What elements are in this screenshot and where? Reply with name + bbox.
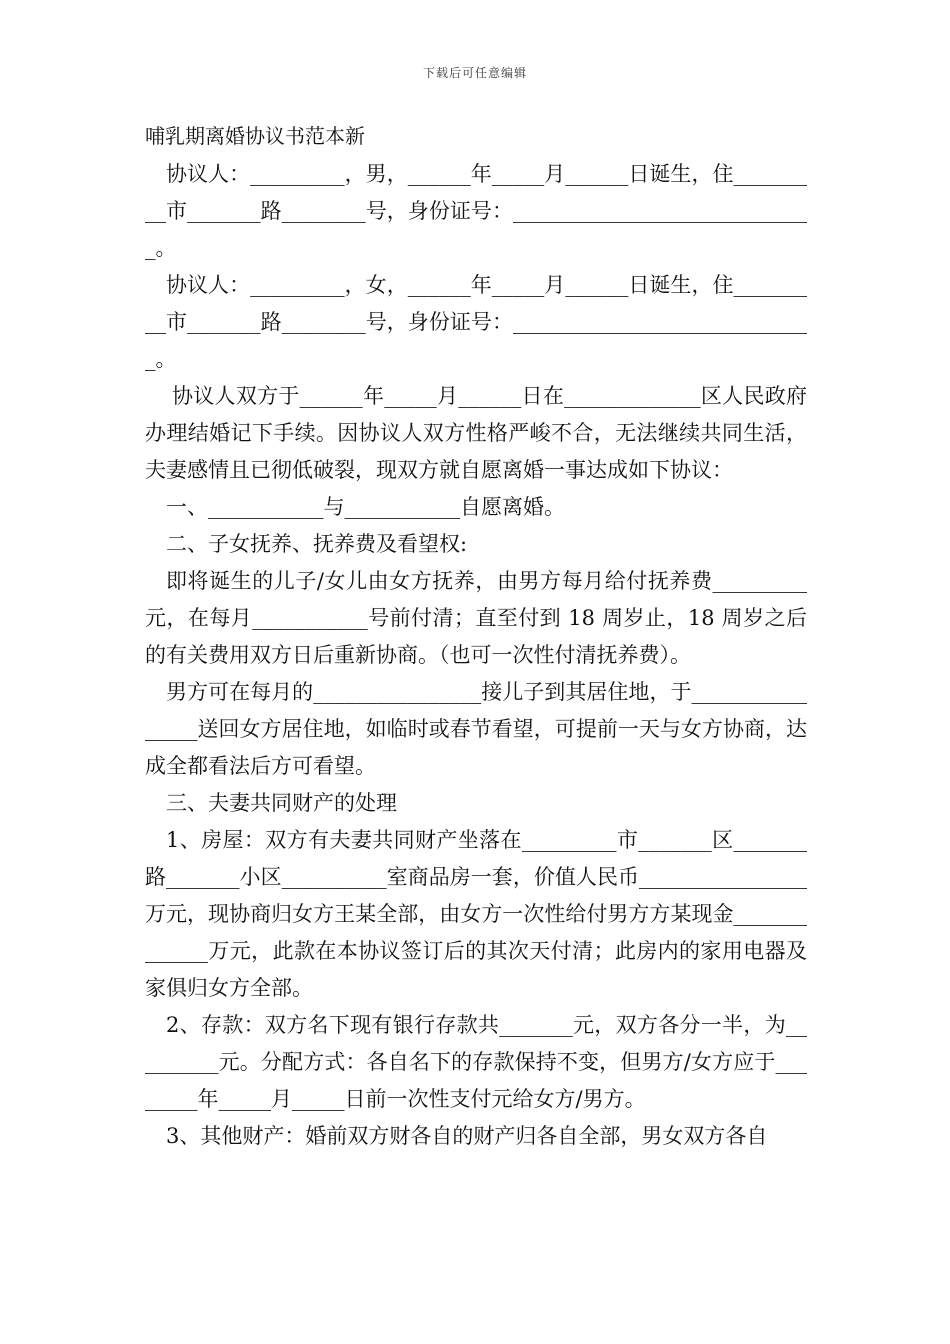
clause-1-divorce: 一、___________与___________自愿离婚。 (166, 495, 565, 519)
party-male-paragraph: 协议人：_________，男，______年_____月______日诞生，住_________市_______路________号，身份证号：_____________________________。 (145, 162, 807, 260)
visitation-paragraph: 男方可在每月的________________接儿子到其居住地，于________________送回女方居住地，如临时或春节看望，可提前一天与女方协商，达成全都看法后方可看望。 (145, 680, 807, 778)
child-support-paragraph: 即将诞生的儿子/女儿由女方抚养，由男方每月给付抚养费_________元，在每月___________号前付清；直至付到 18 周岁止，18 周岁之后的有关费用双方日后重新协商。（也可一次性付清抚养费）。 (145, 569, 807, 667)
document-body (145, 118, 807, 1155)
property-deposit-paragraph: 2、存款：双方名下现有银行存款共_______元，双方各分一半，为_________元。分配方式：各自名下的存款保持不变，但男方/女方应于________年_____月_____日前一次性支付元给女方/男方。 (145, 1013, 807, 1111)
marriage-background-paragraph: 协议人双方于______年_____月______日在_____________区人民政府办理结婚记下手续。因协议人双方性格严峻不合，无法继续共同生活，夫妻感情且已彻低破裂，现双方就自愿离婚一事达成如下协议： (145, 384, 807, 482)
page-header-note: 下载后可任意编辑 (422, 66, 527, 80)
document-title: 哺乳期离婚协议书范本新 (145, 124, 365, 148)
party-female-paragraph: 协议人：_________，女，______年_____月______日诞生，住_________市_______路________号，身份证号：_____________________________。 (145, 273, 807, 371)
property-other-paragraph: 3、其他财产：婚前双方财各自的财产归各自全部，男女双方各自 (166, 1124, 768, 1148)
clause-3-heading: 三、夫妻共同财产的处理 (166, 791, 397, 815)
property-house-paragraph: 1、房屋：双方有夫妻共同财产坐落在_________市_______区_______路_______小区__________室商品房一套，价值人民币________________万元，现协商归女方王某全部，由女方一次性给付男方方某现金_____________万元，此款在本协议签订后的其次天付清；此房内的家用电器及家俱归女方全部。 (145, 828, 807, 1000)
clause-2-heading: 二、子女抚养、抚养费及看望权: (166, 532, 468, 556)
